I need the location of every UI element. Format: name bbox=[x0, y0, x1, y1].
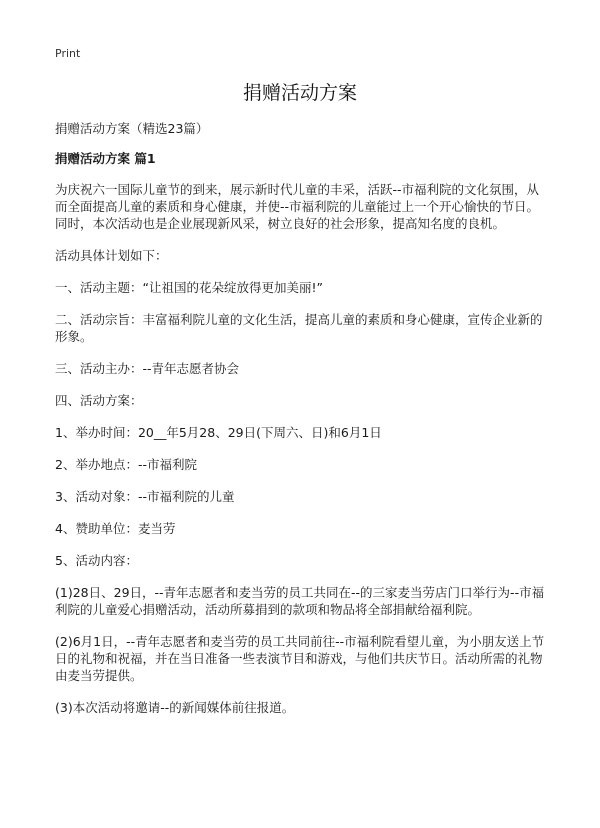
activity-purpose: 二、活动宗旨：丰富福利院儿童的文化生活，提高儿童的素质和身心健康，宣传企业新的形象。 bbox=[55, 312, 543, 344]
activity-theme: 一、活动主题：“让祖国的花朵绽放得更加美丽!” bbox=[55, 280, 323, 295]
plan-item-audience: 3、活动对象：--市福利院的儿童 bbox=[55, 489, 235, 504]
plan-intro: 活动具体计划如下： bbox=[55, 248, 168, 263]
document-body bbox=[55, 120, 550, 731]
print-label: Print bbox=[55, 47, 81, 60]
activity-plan-heading: 四、活动方案： bbox=[55, 393, 143, 408]
content-item-3: (3)本次活动将邀请--的新闻媒体前往报道。 bbox=[55, 700, 295, 715]
document-subtitle: 捐赠活动方案（精选23篇） bbox=[55, 121, 209, 136]
plan-item-location: 2、举办地点：--市福利院 bbox=[55, 457, 197, 472]
content-item-2: (2)6月1日，--青年志愿者和麦当劳的员工共同前往--市福利院看望儿童，为小朋友送上节日的礼物和祝福，并在当日准备一些表演节目和游戏，与他们共庆节日。活动所需的礼物由麦当劳提供。 bbox=[55, 634, 545, 683]
plan-item-content-heading: 5、活动内容： bbox=[55, 553, 138, 568]
content-item-1: (1)28日、29日，--青年志愿者和麦当劳的员工共同在--的三家麦当劳店门口举行为--市福利院的儿童爱心捐赠活动，活动所募捐到的款项和物品将全部捐献给福利院。 bbox=[55, 585, 545, 617]
intro-paragraph: 为庆祝六一国际儿童节的到来，展示新时代儿童的丰采，活跃--市福利院的文化氛围，从而全面提高儿童的素质和身心健康，并使--市福利院的儿童能过上一个开心愉快的节日。同时，本次活动也是企业展现新风采，树立良好的社会形象，提高知名度的良机。 bbox=[55, 182, 540, 231]
plan-item-sponsor: 4、赞助单位：麦当劳 bbox=[55, 521, 176, 536]
page-title: 捐赠活动方案 bbox=[242, 82, 357, 104]
plan-item-time: 1、举办时间：20__年5月28、29日(下周六、日)和6月1日 bbox=[55, 425, 382, 440]
section-heading: 捐赠活动方案 篇1 bbox=[55, 151, 156, 166]
activity-host: 三、活动主办：--青年志愿者协会 bbox=[55, 361, 240, 376]
